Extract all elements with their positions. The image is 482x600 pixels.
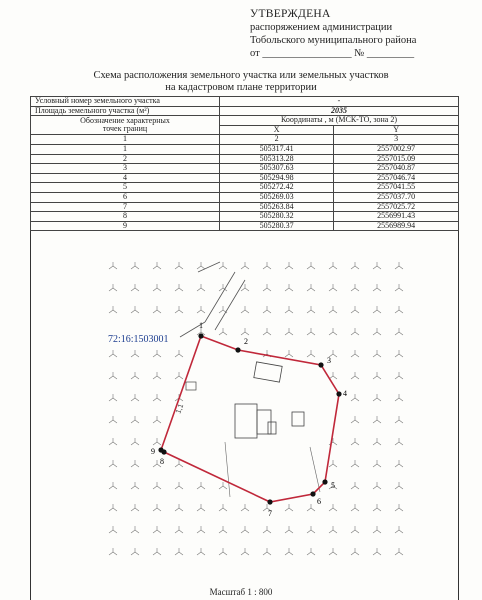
tree-symbol	[197, 262, 205, 269]
tree-symbol	[373, 372, 381, 379]
tree-symbol	[329, 372, 337, 379]
tree-symbol	[175, 548, 183, 555]
tree-symbol	[395, 460, 403, 467]
tree-symbol	[175, 306, 183, 313]
tree-symbol	[131, 460, 139, 467]
tree-symbol	[131, 306, 139, 313]
tree-symbol	[373, 306, 381, 313]
tree-symbol	[351, 306, 359, 313]
tree-symbol	[285, 526, 293, 533]
cell-n: 9	[31, 221, 220, 231]
tree-symbol	[351, 526, 359, 533]
tree-symbol	[263, 328, 271, 335]
tree-symbol	[285, 504, 293, 511]
map-scale: Масштаб 1 : 800	[209, 587, 273, 597]
cell-n: 3	[31, 164, 220, 174]
fence-lines	[225, 442, 320, 497]
tree-symbol	[351, 460, 359, 467]
col-num-1: 1	[31, 135, 220, 145]
tree-symbol	[395, 394, 403, 401]
tree-symbol	[197, 548, 205, 555]
tree-symbol	[285, 350, 293, 357]
tree-symbol	[395, 526, 403, 533]
approval-line-2: распоряжением администрации	[250, 22, 393, 33]
col-num-2: 2	[220, 135, 334, 145]
tree-symbol	[373, 328, 381, 335]
area-label: Площадь земельного участка (м²)	[31, 106, 220, 116]
tree-symbol	[197, 306, 205, 313]
cell-x: 505317.41	[220, 144, 334, 154]
tree-symbol	[373, 482, 381, 489]
tree-symbol	[307, 306, 315, 313]
tree-symbol	[109, 350, 117, 357]
tree-symbol	[351, 262, 359, 269]
table-row-conditional	[31, 97, 459, 107]
boundary-point-label: 1	[199, 321, 203, 330]
tree-symbol	[373, 548, 381, 555]
tree-symbol	[373, 438, 381, 445]
cell-n: 1	[31, 144, 220, 154]
points-header-line-1: Обозначение характерных	[80, 115, 170, 125]
points-header-line-2: точек границ	[102, 124, 148, 134]
cell-y: 2557046.74	[334, 173, 459, 183]
boundary-point-label: 6	[317, 497, 321, 506]
tree-symbol	[329, 262, 337, 269]
tree-symbol	[153, 438, 161, 445]
tree-symbol	[395, 306, 403, 313]
tree-symbol	[373, 284, 381, 291]
title-line-2: на кадастровом плане территории	[165, 82, 317, 93]
tree-symbol	[109, 548, 117, 555]
approval-line-4: от _________________ № _________	[250, 48, 415, 59]
tree-symbol	[351, 416, 359, 423]
approval-line-3: Тобольского муниципального района	[250, 35, 417, 46]
boundary-point-label: 9	[151, 447, 155, 456]
tree-symbol	[153, 482, 161, 489]
tree-symbol	[395, 504, 403, 511]
tree-symbol	[307, 262, 315, 269]
tree-symbol	[109, 504, 117, 511]
tree-symbol	[395, 438, 403, 445]
building-4	[268, 422, 276, 434]
tree-symbol	[329, 284, 337, 291]
tree-symbol	[373, 504, 381, 511]
tree-symbol	[131, 438, 139, 445]
tree-symbol	[241, 548, 249, 555]
tree-symbol	[197, 526, 205, 533]
tree-symbol	[241, 526, 249, 533]
boundary-point-label: 2	[244, 337, 248, 346]
tree-symbol	[109, 526, 117, 533]
tree-symbol	[373, 394, 381, 401]
tree-symbol	[241, 262, 249, 269]
tree-symbol	[395, 284, 403, 291]
boundary-point-4	[336, 391, 341, 396]
tree-symbol	[329, 306, 337, 313]
cell-y: 2557025.72	[334, 202, 459, 212]
tree-symbol	[395, 416, 403, 423]
tree-symbol	[395, 350, 403, 357]
tree-symbol	[175, 262, 183, 269]
table-header-row	[31, 116, 459, 126]
cell-y: 2557015.09	[334, 154, 459, 164]
tree-symbol	[285, 306, 293, 313]
tree-symbol	[329, 438, 337, 445]
tree-symbol	[395, 548, 403, 555]
cell-n: 4	[31, 173, 220, 183]
tree-symbol	[131, 504, 139, 511]
tree-symbol	[131, 262, 139, 269]
cell-y: 2556989.94	[334, 221, 459, 231]
tree-symbol	[153, 504, 161, 511]
tree-symbol	[109, 284, 117, 291]
tree-symbol	[109, 262, 117, 269]
tree-symbol	[153, 284, 161, 291]
tree-symbol	[219, 526, 227, 533]
tree-symbol	[153, 394, 161, 401]
tree-symbol	[241, 328, 249, 335]
cell-x: 505307.63	[220, 164, 334, 174]
tree-symbol	[351, 438, 359, 445]
tree-symbol	[351, 350, 359, 357]
tree-symbol	[219, 328, 227, 335]
tree-symbol	[175, 284, 183, 291]
x-header: X	[220, 125, 334, 135]
cell-y: 2557002.97	[334, 144, 459, 154]
cell-n: 5	[31, 183, 220, 193]
tree-symbol	[197, 482, 205, 489]
tree-symbol	[109, 438, 117, 445]
conditional-number-value: -	[220, 97, 459, 107]
cell-n: 6	[31, 192, 220, 202]
title-line-1: Схема расположения земельного участка или земельных участков	[93, 70, 389, 81]
table-row	[31, 212, 459, 222]
tree-symbol	[307, 328, 315, 335]
tree-symbol	[329, 526, 337, 533]
tree-symbol	[153, 526, 161, 533]
points-header	[31, 116, 220, 135]
tree-symbol	[351, 504, 359, 511]
cell-n: 8	[31, 212, 220, 222]
tree-symbol	[395, 262, 403, 269]
table-row	[31, 221, 459, 231]
tree-symbol	[351, 548, 359, 555]
coordinate-rows	[31, 144, 459, 230]
cell-x: 505280.32	[220, 212, 334, 222]
tree-symbol	[197, 504, 205, 511]
tree-symbol	[175, 350, 183, 357]
tree-symbol	[109, 416, 117, 423]
boundary-point-label: 4	[343, 389, 347, 398]
conditional-number-label: Условный номер земельного участка	[31, 97, 220, 107]
tree-symbol	[329, 504, 337, 511]
tree-symbol	[351, 372, 359, 379]
tree-symbol	[219, 504, 227, 511]
boundary-point-label: 3	[327, 356, 331, 365]
tree-symbol	[219, 262, 227, 269]
cell-x: 505294.98	[220, 173, 334, 183]
cell-n: 2	[31, 154, 220, 164]
tree-symbol	[351, 394, 359, 401]
cell-y: 2556991.43	[334, 212, 459, 222]
boundary-point-1	[198, 333, 203, 338]
document-title	[0, 70, 482, 94]
building-5	[292, 412, 304, 426]
tree-symbol	[285, 328, 293, 335]
small-structure	[186, 382, 196, 390]
vegetation-symbols	[109, 262, 403, 555]
tree-symbol	[351, 482, 359, 489]
tree-symbol	[373, 262, 381, 269]
tree-symbol	[373, 350, 381, 357]
tree-symbol	[351, 328, 359, 335]
cell-x: 505272.42	[220, 183, 334, 193]
tree-symbol	[373, 460, 381, 467]
tree-symbol	[131, 284, 139, 291]
boundary-point-label: 8	[160, 457, 164, 466]
tree-symbol	[175, 504, 183, 511]
side-length-label: 1,1	[175, 403, 186, 415]
tree-symbol	[307, 526, 315, 533]
tree-symbol	[131, 526, 139, 533]
tree-symbol	[131, 548, 139, 555]
cell-y: 2557041.55	[334, 183, 459, 193]
approval-heading: УТВЕРЖДЕНА	[250, 8, 331, 20]
tree-symbol	[109, 306, 117, 313]
tree-symbol	[109, 372, 117, 379]
tree-symbol	[109, 482, 117, 489]
table-row	[31, 164, 459, 174]
building-1	[254, 362, 282, 382]
building-2	[235, 404, 257, 438]
coords-header: Координаты , м (МСК-ТО, зона 2)	[220, 116, 459, 126]
tree-symbol	[263, 262, 271, 269]
tree-symbol	[395, 482, 403, 489]
y-header: Y	[334, 125, 459, 135]
boundary-point-9	[158, 447, 163, 452]
tree-symbol	[131, 482, 139, 489]
tree-symbol	[131, 416, 139, 423]
tree-symbol	[131, 394, 139, 401]
tree-symbol	[153, 262, 161, 269]
neighbour-boundary	[198, 262, 245, 330]
tree-symbol	[285, 262, 293, 269]
boundary-point-7	[267, 499, 272, 504]
tree-symbol	[153, 372, 161, 379]
tree-symbol	[175, 482, 183, 489]
tree-symbol	[395, 328, 403, 335]
tree-symbol	[241, 306, 249, 313]
cadastral-plan	[30, 252, 459, 582]
cell-y: 2557037.70	[334, 192, 459, 202]
col-num-3: 3	[334, 135, 459, 145]
tree-symbol	[241, 504, 249, 511]
tree-symbol	[109, 460, 117, 467]
tree-symbol	[395, 372, 403, 379]
tree-symbol	[329, 548, 337, 555]
boundary-point-6	[310, 491, 315, 496]
approval-block	[250, 8, 416, 60]
tree-symbol	[153, 306, 161, 313]
tree-symbol	[373, 526, 381, 533]
tree-symbol	[307, 350, 315, 357]
tree-symbol	[197, 284, 205, 291]
tree-symbol	[263, 526, 271, 533]
tree-symbol	[263, 284, 271, 291]
tree-symbol	[153, 350, 161, 357]
tree-symbol	[263, 306, 271, 313]
cadastral-number: 72:16:1503001	[108, 334, 169, 345]
tree-symbol	[219, 548, 227, 555]
tree-symbol	[109, 394, 117, 401]
cell-y: 2557040.87	[334, 164, 459, 174]
tree-symbol	[351, 284, 359, 291]
tree-symbol	[263, 548, 271, 555]
tree-symbol	[373, 416, 381, 423]
coordinates-table	[30, 96, 459, 231]
boundary-point-3	[318, 362, 323, 367]
tree-symbol	[175, 526, 183, 533]
boundary-point-label: 5	[331, 481, 335, 490]
tree-symbol	[285, 284, 293, 291]
tree-symbol	[307, 284, 315, 291]
cell-x: 505263.84	[220, 202, 334, 212]
tree-symbol	[153, 416, 161, 423]
area-value: 2035	[220, 106, 459, 116]
boundary-point-label: 7	[268, 509, 272, 518]
tree-symbol	[219, 482, 227, 489]
table-row	[31, 192, 459, 202]
table-row	[31, 144, 459, 154]
table-row	[31, 183, 459, 193]
tree-symbol	[285, 548, 293, 555]
tree-symbol	[329, 460, 337, 467]
cell-x: 505280.37	[220, 221, 334, 231]
tree-symbol	[329, 328, 337, 335]
boundary-point-5	[322, 479, 327, 484]
cell-x: 505269.03	[220, 192, 334, 202]
tree-symbol	[153, 548, 161, 555]
parcel-boundary	[161, 336, 339, 502]
tree-symbol	[131, 372, 139, 379]
cell-n: 7	[31, 202, 220, 212]
boundary-point-2	[235, 347, 240, 352]
cell-x: 505313.28	[220, 154, 334, 164]
tree-symbol	[131, 350, 139, 357]
tree-symbol	[307, 548, 315, 555]
tree-symbol	[175, 372, 183, 379]
tree-symbol	[307, 504, 315, 511]
